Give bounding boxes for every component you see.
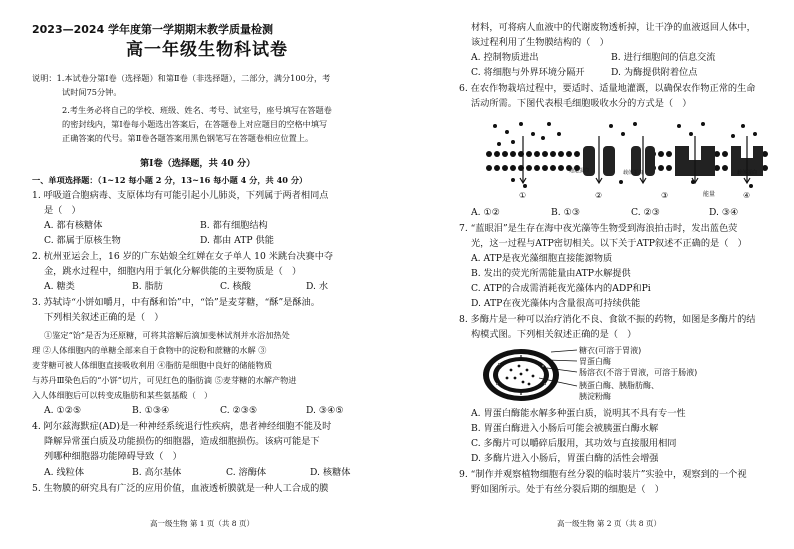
q8-label-enzymes-2: 胰淀粉酶 bbox=[579, 392, 611, 401]
q8-label-pepsin: 胃蛋白酶 bbox=[579, 357, 611, 366]
q6-label-4: ④ bbox=[743, 191, 751, 200]
q6-membrane-figure bbox=[483, 116, 773, 202]
q6-lipid-bilayer bbox=[483, 151, 773, 171]
q2-option-d: D. 水 bbox=[306, 281, 329, 292]
q6-label-1: ① bbox=[519, 191, 527, 200]
q7-option-b: B. 发出的荧光所需能量由ATP水解提供 bbox=[471, 268, 631, 279]
q3-body-line2: 理 ②人体细胞内的单糖全部来自于食物中的淀粉和蔗糖的水解 ③ bbox=[32, 345, 267, 355]
q6-option-b: B. ①③ bbox=[551, 207, 581, 218]
q3-option-c: C. ②③⑤ bbox=[220, 405, 258, 416]
q8-option-c: C. 多酶片可以嚼碎后服用，其功效与直接服用相同 bbox=[471, 438, 677, 449]
section-title: 第Ⅰ卷（选择题，共 40 分） bbox=[140, 158, 256, 169]
q8-label-enzymes-1: 胰蛋白酶、胰脂肪酶、 bbox=[579, 381, 659, 390]
q7-option-d: D. ATP在夜光藻体内含量很高可持续供能 bbox=[471, 298, 641, 309]
q3-body-line1: ①鉴定“饴”是否为还原糖，可将其溶解后滴加斐林试剂并水浴加热处 bbox=[44, 330, 290, 340]
exam-title: 高一年级生物科试卷 bbox=[126, 40, 288, 60]
q6-stem-line1: 6. 在农作物栽培过程中，要适时、适量地灌溉，以确保农作物正常的生命 bbox=[459, 83, 756, 94]
q9-stem-line1: 9. “制作并观察植物细胞有丝分裂的临时装片”实验中，观察到的一个视 bbox=[459, 469, 747, 480]
instructions-line3: 2.考生务必将自己的学校、班级、姓名、考号、试室号，座号填写在答题卷 bbox=[62, 105, 332, 115]
q8-stem-line1: 8. 多酶片是一种可以治疗消化不良、食欲不振的药物，如图是多酶片的结 bbox=[459, 314, 756, 325]
q3-stem-line2: 下列相关叙述正确的是（ ） bbox=[44, 312, 164, 323]
q6-option-d: D. ③④ bbox=[709, 207, 739, 218]
part-title: 一、单项选择题：（1~12 每小题 2 分，13~16 每小题 4 分，共 40 分） bbox=[32, 175, 308, 185]
q9-stem-line2: 野如图所示。处于有丝分裂后期的细胞是（ ） bbox=[471, 484, 664, 495]
q3-option-a: A. ①②⑤ bbox=[44, 405, 82, 416]
q5-option-a: A. 控制物质进出 bbox=[471, 52, 539, 63]
q2-option-a: A. 糖类 bbox=[44, 281, 75, 292]
q6-carrier-label-1: 载体蛋白 bbox=[623, 170, 644, 176]
q7-stem-line1: 7. “蓝眼泪”是生存在海中夜光藻等生物受到海浪拍击时，发出蓝色荧 bbox=[459, 223, 738, 234]
q4-stem-line2: 降解异常蛋白质及功能损伤的细胞器，造成细胞损伤。该病可能是下 bbox=[44, 436, 320, 447]
q7-option-c: C. ATP的合成需消耗夜光藻体内的ADP和Pi bbox=[471, 283, 651, 294]
q3-body-line3: 麦芽糖可被人体细胞直接吸收利用 ④脂肪是细胞中良好的储能物质 bbox=[32, 360, 273, 370]
q1-stem-line1: 1. 呼吸道合胞病毒、支原体均有可能引起小儿肺炎，下列属于两者相同点 bbox=[32, 190, 329, 201]
q1-option-d: D. 都由 ATP 供能 bbox=[200, 235, 274, 246]
q6-stem-line2: 活动所需。下图代表根毛细胞吸收水分的方式是（ ） bbox=[471, 98, 692, 109]
q8-tablet bbox=[483, 349, 559, 401]
q2-option-c: C. 核酸 bbox=[220, 281, 251, 292]
q2-option-b: B. 脂肪 bbox=[132, 281, 163, 292]
q4-option-b: B. 高尔基体 bbox=[132, 467, 182, 478]
q4-stem-line1: 4. 阿尔兹海默症(AD)是一种神经系统退行性疾病，患者神经细胞不能及时 bbox=[32, 421, 332, 432]
q5-cont-line2: 该过程利用了生物膜结构的（ ） bbox=[471, 37, 609, 48]
q3-stem-line1: 3. 苏轼诗“小饼如嚼月，中有酥和饴”中，“饴”是麦芽糖，“酥”是酥油。 bbox=[32, 297, 320, 308]
q8-stem-line2: 构模式图。下列相关叙述正确的是（ ） bbox=[471, 329, 637, 340]
q6-carrier-label-2: 载体蛋白 bbox=[737, 170, 758, 176]
q6-energy-label: 能量 bbox=[703, 191, 716, 198]
q3-option-b: B. ①③④ bbox=[132, 405, 170, 416]
q8-tablet-figure bbox=[481, 344, 781, 406]
instructions-line5: 正确答案的代号。第Ⅱ卷各题答案用黑色钢笔写在答题卷相应位置上。 bbox=[62, 133, 314, 143]
q3-option-d: D. ③④⑤ bbox=[306, 405, 344, 416]
q5-option-c: C. 将细胞与外界环境分隔开 bbox=[471, 67, 585, 78]
q1-stem-line2: 是（ ） bbox=[44, 205, 81, 216]
q7-option-a: A. ATP是夜光藻细胞直接能源物质 bbox=[471, 253, 613, 264]
q6-label-2: ② bbox=[595, 191, 603, 200]
q4-option-c: C. 溶酶体 bbox=[226, 467, 267, 478]
q2-stem-line2: 金，跳水过程中，细胞内用于氧化分解供能的主要物质是（ ） bbox=[44, 266, 302, 277]
q5-option-b: B. 进行细胞间的信息交流 bbox=[611, 52, 716, 63]
q5-option-d: D. 为酶提供附着位点 bbox=[611, 67, 698, 78]
q1-option-a: A. 都有核糖体 bbox=[44, 220, 103, 231]
q6-option-a: A. ①② bbox=[471, 207, 500, 218]
page-footer-1: 高一级生物 第 1 页（共 8 页） bbox=[150, 519, 254, 528]
instructions-line4: 的密封线内，第Ⅰ卷每小题选出答案后，在答题卷上对应题目的空格中填写 bbox=[62, 119, 328, 129]
q2-stem-line1: 2. 杭州亚运会上，16 岁的广东姑娘全红婵在女子单人 10 米跳台决赛中夺 bbox=[32, 251, 334, 262]
q4-stem-line3: 列哪种细胞器功能障碍导致（ ） bbox=[44, 451, 182, 462]
q8-option-d: D. 多酶片进入小肠后，胃蛋白酶的活性会增强 bbox=[471, 453, 659, 464]
instructions-line2: 试时间75分钟。 bbox=[62, 87, 122, 97]
page-footer-2: 高一级生物 第 2 页（共 8 页） bbox=[557, 519, 661, 528]
q5-cont-line1: 材料，可将病人血液中的代谢废物透析掉，让干净的血液返回人体中， bbox=[471, 22, 756, 33]
right-page bbox=[397, 0, 794, 549]
q8-label-enteric-coat: 肠溶衣(不溶于胃液，可溶于肠液) bbox=[579, 368, 698, 377]
q8-label-sugar-coat: 糖衣(可溶于胃液) bbox=[579, 346, 642, 355]
q7-stem-line2: 光，这一过程与ATP密切相关。以下关于ATP叙述不正确的是（ ） bbox=[471, 238, 747, 249]
q8-option-b: B. 胃蛋白酶进入小肠后可能会被胰蛋白酶水解 bbox=[471, 423, 659, 434]
q6-channel-label: 通道蛋白 bbox=[569, 168, 590, 174]
q4-option-a: A. 线粒体 bbox=[44, 467, 85, 478]
q6-label-3: ③ bbox=[661, 191, 669, 200]
q1-option-c: C. 都属于原核生物 bbox=[44, 235, 121, 246]
exam-header: 2023—2024 学年度第一学期期末教学质量检测 bbox=[32, 23, 274, 36]
q3-body-line5: 入人体细胞后可以转变成脂肪和某些氨基酸（ ） bbox=[32, 390, 213, 400]
q1-option-b: B. 都有细胞结构 bbox=[200, 220, 268, 231]
q4-option-d: D. 核糖体 bbox=[310, 467, 351, 478]
instructions-line1: 说明：1.本试卷分第Ⅰ卷（选择题）和第Ⅱ卷（非选择题），二部分，满分100分，考 bbox=[32, 73, 331, 83]
q8-option-a: A. 胃蛋白酶能水解多种蛋白质，说明其不具有专一性 bbox=[471, 408, 686, 419]
q6-option-c: C. ②③ bbox=[631, 207, 661, 218]
q3-body-line4: 与苏丹Ⅲ染色后的“小饼”切片，可见红色的脂肪滴 ⑤麦芽糖的水解产物进 bbox=[32, 375, 297, 385]
q5-stem-line1: 5. 生物膜的研究具有广泛的应用价值，血液透析膜就是一种人工合成的膜 bbox=[32, 483, 329, 494]
